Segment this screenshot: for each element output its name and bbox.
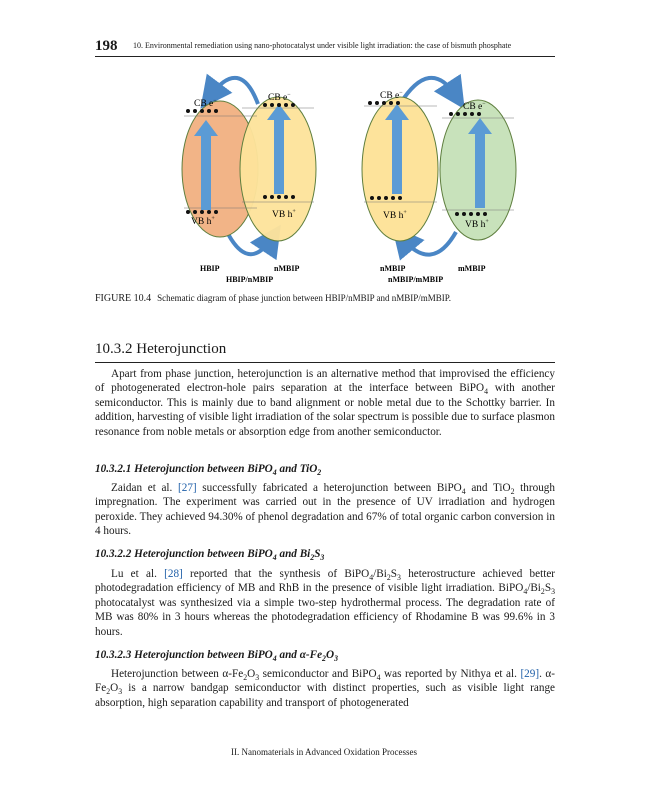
citation-29[interactable]: [29] xyxy=(520,668,540,680)
label-hbip: HBIP xyxy=(200,264,220,273)
label-pair1: HBIP/nMBIP xyxy=(226,275,274,284)
label-pair2: nMBIP/mMBIP xyxy=(388,275,444,284)
cb-label-mmbip: CB e− xyxy=(463,101,486,112)
vb-label-nmbip-right: VB h+ xyxy=(383,210,407,221)
vb-label-hbip: VB h+ xyxy=(191,216,215,227)
label-mmbip: mMBIP xyxy=(458,264,486,273)
cb-label-nmbip-right: CB e− xyxy=(380,90,403,101)
subsection-heading-bi2s3: 10.3.2.2 Heterojunction between BiPO$_4$ and $Bi_2S_3$ xyxy=(95,548,325,563)
paragraph-bi2s3: Lu et al. [28] reported that the synthesis of $BiPO_4/Bi_2S_3$ heterostructure achieved better photodegradation efficiency of MB and RhB in the presence of visible light irradiation. $BiPO_4/Bi_2S_3$ photocatalyst was synthesized via a simple two-step hydrothermal process. The degradation rate of MB was 80% in 3 hours whereas the photodegradation efficiency of Rhodamine B was 99.6% in 3 hours. xyxy=(95,568,556,638)
figure-caption xyxy=(95,293,555,304)
citation-27[interactable]: [27] xyxy=(178,482,197,494)
figure-caption-text: Schematic diagram of phase junction between HBIP/nMBIP and nMBIP/mMBIP. xyxy=(157,293,452,303)
vb-label-mmbip: VB h+ xyxy=(465,219,489,230)
cb-label-hbip: CB e− xyxy=(194,98,217,109)
label-nmbip-right: nMBIP xyxy=(380,264,406,273)
figure-label: FIGURE 10.4 xyxy=(95,293,152,304)
paragraph-fe2o3: Heterojunction between $\alpha-Fe_2O_3$ semiconductor and BiPO$_4$ was reported by Nithya et al. [29]. $\alpha-Fe_2O_3$ is a narrow bandgap semiconductor with distinct properties, such as visible light range absorption, high separation capability and transport of photogenerated xyxy=(95,668,556,709)
header-rule xyxy=(95,56,555,57)
vb-label-nmbip-left: VB h+ xyxy=(272,209,296,220)
subsection-heading-tio2: 10.3.2.1 Heterojunction between BiPO$_4$ and TiO$_2$ xyxy=(95,463,322,478)
running-title: 10. Environmental remediation using nano-photocatalyst under visible light irradiation: the case of bismuth phosphate xyxy=(133,41,512,50)
paragraph-tio2: Zaidan et al. [27] successfully fabricated a heterojunction between BiPO$_4$ and TiO$_2$ through impregnation. The experiment was carried out in the presence of UV irradiation and hydrogen peroxide. They achieved 94.30% of phenol degradation and 67% of total organic carbon conversion in 4 hours. xyxy=(95,482,555,538)
cb-label-nmbip-left: CB e− xyxy=(268,92,291,103)
phase-junction-diagram xyxy=(180,62,540,287)
subsection-heading-fe2o3: 10.3.2.3 Heterojunction between BiPO$_4$ and $\alpha-Fe_2O_3$ xyxy=(95,649,338,664)
section-title: 10.3.2 Heterojunction xyxy=(95,341,227,357)
citation-28[interactable]: [28] xyxy=(164,568,183,580)
page-number: 198 xyxy=(95,38,118,54)
label-nmbip-left: nMBIP xyxy=(274,264,300,273)
running-header xyxy=(95,38,555,56)
paragraph-intro: Apart from phase junction, heterojunction is an alternative method that improvised the efficiency of photogenerated electron-hole pairs separation at the interface between BiPO$_4$ with another semiconductor. This is mainly due to band alignment or noble metal due to the Schottky barrier. In addition, harvesting of visible light irradiation of the solar spectrum is possible due to surface plasmon resonance from noble metals or absorption edge from another semiconductor. xyxy=(95,368,556,438)
section-rule xyxy=(95,362,555,363)
electron-transfer-arrow-left xyxy=(210,78,258,104)
page-footer: II. Nanomaterials in Advanced Oxidation Processes xyxy=(231,747,417,757)
